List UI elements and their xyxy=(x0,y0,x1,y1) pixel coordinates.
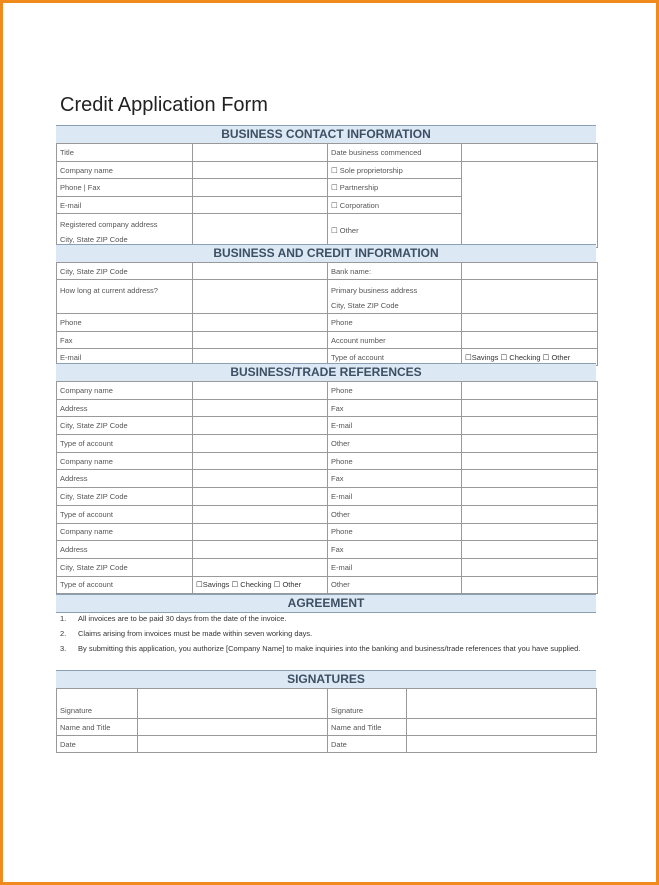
field-label: E-mail xyxy=(57,349,193,366)
field-label: Other xyxy=(328,505,462,523)
field-input[interactable] xyxy=(193,523,328,541)
page-title: Credit Application Form xyxy=(60,94,268,116)
trade-table xyxy=(56,381,598,594)
field-label: Address xyxy=(57,399,193,417)
table-row xyxy=(57,736,597,753)
field-label: Bank name: xyxy=(328,263,462,280)
field-label: Phone xyxy=(328,382,462,400)
field-label: City, State ZIP Code xyxy=(57,263,193,280)
field-input[interactable] xyxy=(193,488,328,506)
agreement-list xyxy=(60,614,590,659)
field-label: How long at current address? xyxy=(57,280,193,314)
table-row xyxy=(57,435,598,453)
section-heading-agreement: AGREEMENT xyxy=(56,594,596,613)
field-input[interactable] xyxy=(462,263,598,280)
field-input[interactable] xyxy=(462,558,598,576)
field-input[interactable] xyxy=(462,382,598,400)
field-label: Type of account xyxy=(57,435,193,453)
section-heading-credit: BUSINESS AND CREDIT INFORMATION xyxy=(56,244,596,263)
field-label: Title xyxy=(57,144,193,162)
item-number: 2. xyxy=(60,629,67,638)
field-input[interactable] xyxy=(193,314,328,332)
field-input[interactable] xyxy=(193,263,328,280)
field-label: E-mail xyxy=(328,417,462,435)
field-input[interactable] xyxy=(193,452,328,470)
table-row xyxy=(57,314,598,332)
field-input[interactable] xyxy=(462,576,598,594)
field-label: City, State ZIP Code xyxy=(57,488,193,506)
table-row xyxy=(57,280,598,314)
field-input[interactable] xyxy=(193,382,328,400)
field-label: ☐ Other xyxy=(328,214,462,248)
field-input[interactable] xyxy=(193,214,328,248)
field-input[interactable] xyxy=(462,541,598,559)
field-input[interactable]: ☐Savings ☐ Checking ☐ Other xyxy=(193,576,328,594)
field-label: City, State ZIP Code xyxy=(57,417,193,435)
field-input[interactable] xyxy=(193,558,328,576)
agreement-item xyxy=(60,614,590,624)
table-row xyxy=(57,162,598,179)
field-input[interactable] xyxy=(462,488,598,506)
field-label: Phone | Fax xyxy=(57,179,193,197)
field-input[interactable] xyxy=(407,689,597,719)
field-label: Phone xyxy=(328,314,462,332)
field-label: Phone xyxy=(328,523,462,541)
field-label: E-mail xyxy=(57,197,193,214)
table-row xyxy=(57,470,598,488)
field-input[interactable] xyxy=(193,179,328,197)
field-input[interactable] xyxy=(462,470,598,488)
item-number: 3. xyxy=(60,644,67,653)
section-heading-signatures: SIGNATURES xyxy=(56,670,596,689)
field-label: ☐ Sole proprietorship xyxy=(328,162,462,179)
field-label: Date business commenced xyxy=(328,144,462,162)
field-label: Signature xyxy=(328,689,407,719)
field-input[interactable]: ☐Savings ☐ Checking ☐ Other xyxy=(462,349,598,366)
field-input[interactable] xyxy=(462,505,598,523)
field-input[interactable] xyxy=(407,719,597,736)
item-text: Claims arising from invoices must be made within seven working days. xyxy=(78,629,313,638)
field-label: Phone xyxy=(57,314,193,332)
field-input[interactable] xyxy=(462,280,598,314)
field-input[interactable] xyxy=(462,452,598,470)
field-input[interactable] xyxy=(462,523,598,541)
table-row xyxy=(57,576,598,594)
field-label: ☐ Corporation xyxy=(328,197,462,214)
field-input[interactable] xyxy=(193,470,328,488)
table-row xyxy=(57,332,598,349)
field-label: Address xyxy=(57,470,193,488)
field-label: Fax xyxy=(57,332,193,349)
field-label: Company name xyxy=(57,382,193,400)
table-row xyxy=(57,417,598,435)
field-input[interactable] xyxy=(193,435,328,453)
field-input[interactable] xyxy=(193,541,328,559)
field-label: Address xyxy=(57,541,193,559)
contact-table xyxy=(56,143,598,248)
field-label: Registered company address City, State ZIP Code xyxy=(57,214,193,248)
field-input[interactable] xyxy=(462,162,598,248)
field-label: Signature xyxy=(57,689,138,719)
table-row xyxy=(57,689,597,719)
field-label: Type of account xyxy=(328,349,462,366)
table-row xyxy=(57,399,598,417)
table-row xyxy=(57,263,598,280)
section-heading-contact: BUSINESS CONTACT INFORMATION xyxy=(56,125,596,144)
field-input[interactable] xyxy=(193,162,328,179)
table-row xyxy=(57,523,598,541)
field-label: Other xyxy=(328,435,462,453)
field-label: E-mail xyxy=(328,488,462,506)
field-input[interactable] xyxy=(193,197,328,214)
table-row xyxy=(57,488,598,506)
field-label: Other xyxy=(328,576,462,594)
field-label: Name and Title xyxy=(57,719,138,736)
agreement-item xyxy=(60,644,590,654)
field-input[interactable] xyxy=(407,736,597,753)
field-label: Date xyxy=(328,736,407,753)
field-label: Fax xyxy=(328,541,462,559)
field-label: ☐ Partnership xyxy=(328,179,462,197)
field-label: Type of account xyxy=(57,576,193,594)
field-input[interactable] xyxy=(138,689,328,719)
field-label: Name and Title xyxy=(328,719,407,736)
table-row xyxy=(57,558,598,576)
field-label: Company name xyxy=(57,523,193,541)
field-input[interactable] xyxy=(462,332,598,349)
field-label: City, State ZIP Code xyxy=(57,558,193,576)
table-row xyxy=(57,505,598,523)
item-number: 1. xyxy=(60,614,67,623)
field-input[interactable] xyxy=(138,736,328,753)
field-input[interactable] xyxy=(462,144,598,162)
field-label: Type of account xyxy=(57,505,193,523)
section-heading-trade: BUSINESS/TRADE REFERENCES xyxy=(56,363,596,382)
field-input[interactable] xyxy=(193,399,328,417)
agreement-item xyxy=(60,629,590,639)
field-label: Company name xyxy=(57,452,193,470)
field-label: E-mail xyxy=(328,558,462,576)
field-input[interactable] xyxy=(462,417,598,435)
field-label: Account number xyxy=(328,332,462,349)
field-input[interactable] xyxy=(193,144,328,162)
field-label: Company name xyxy=(57,162,193,179)
table-row xyxy=(57,719,597,736)
table-row xyxy=(57,452,598,470)
table-row xyxy=(57,541,598,559)
credit-table xyxy=(56,262,598,366)
field-input[interactable] xyxy=(193,417,328,435)
field-input[interactable] xyxy=(462,435,598,453)
field-label: Fax xyxy=(328,399,462,417)
field-label: Primary business address City, State ZIP Code xyxy=(328,280,462,314)
item-text: By submitting this application, you authorize [Company Name] to make inquiries into the banking and business/trade references that you have supplied. xyxy=(78,644,581,653)
field-input[interactable] xyxy=(193,280,328,314)
field-input[interactable] xyxy=(193,332,328,349)
field-label: Phone xyxy=(328,452,462,470)
table-row xyxy=(57,144,598,162)
field-label: Date xyxy=(57,736,138,753)
field-input[interactable] xyxy=(138,719,328,736)
item-text: All invoices are to be paid 30 days from the date of the invoice. xyxy=(78,614,287,623)
field-input[interactable] xyxy=(462,314,598,332)
field-label: Fax xyxy=(328,470,462,488)
table-row xyxy=(57,382,598,400)
field-input[interactable] xyxy=(462,399,598,417)
field-input[interactable] xyxy=(193,505,328,523)
signatures-table xyxy=(56,688,597,753)
